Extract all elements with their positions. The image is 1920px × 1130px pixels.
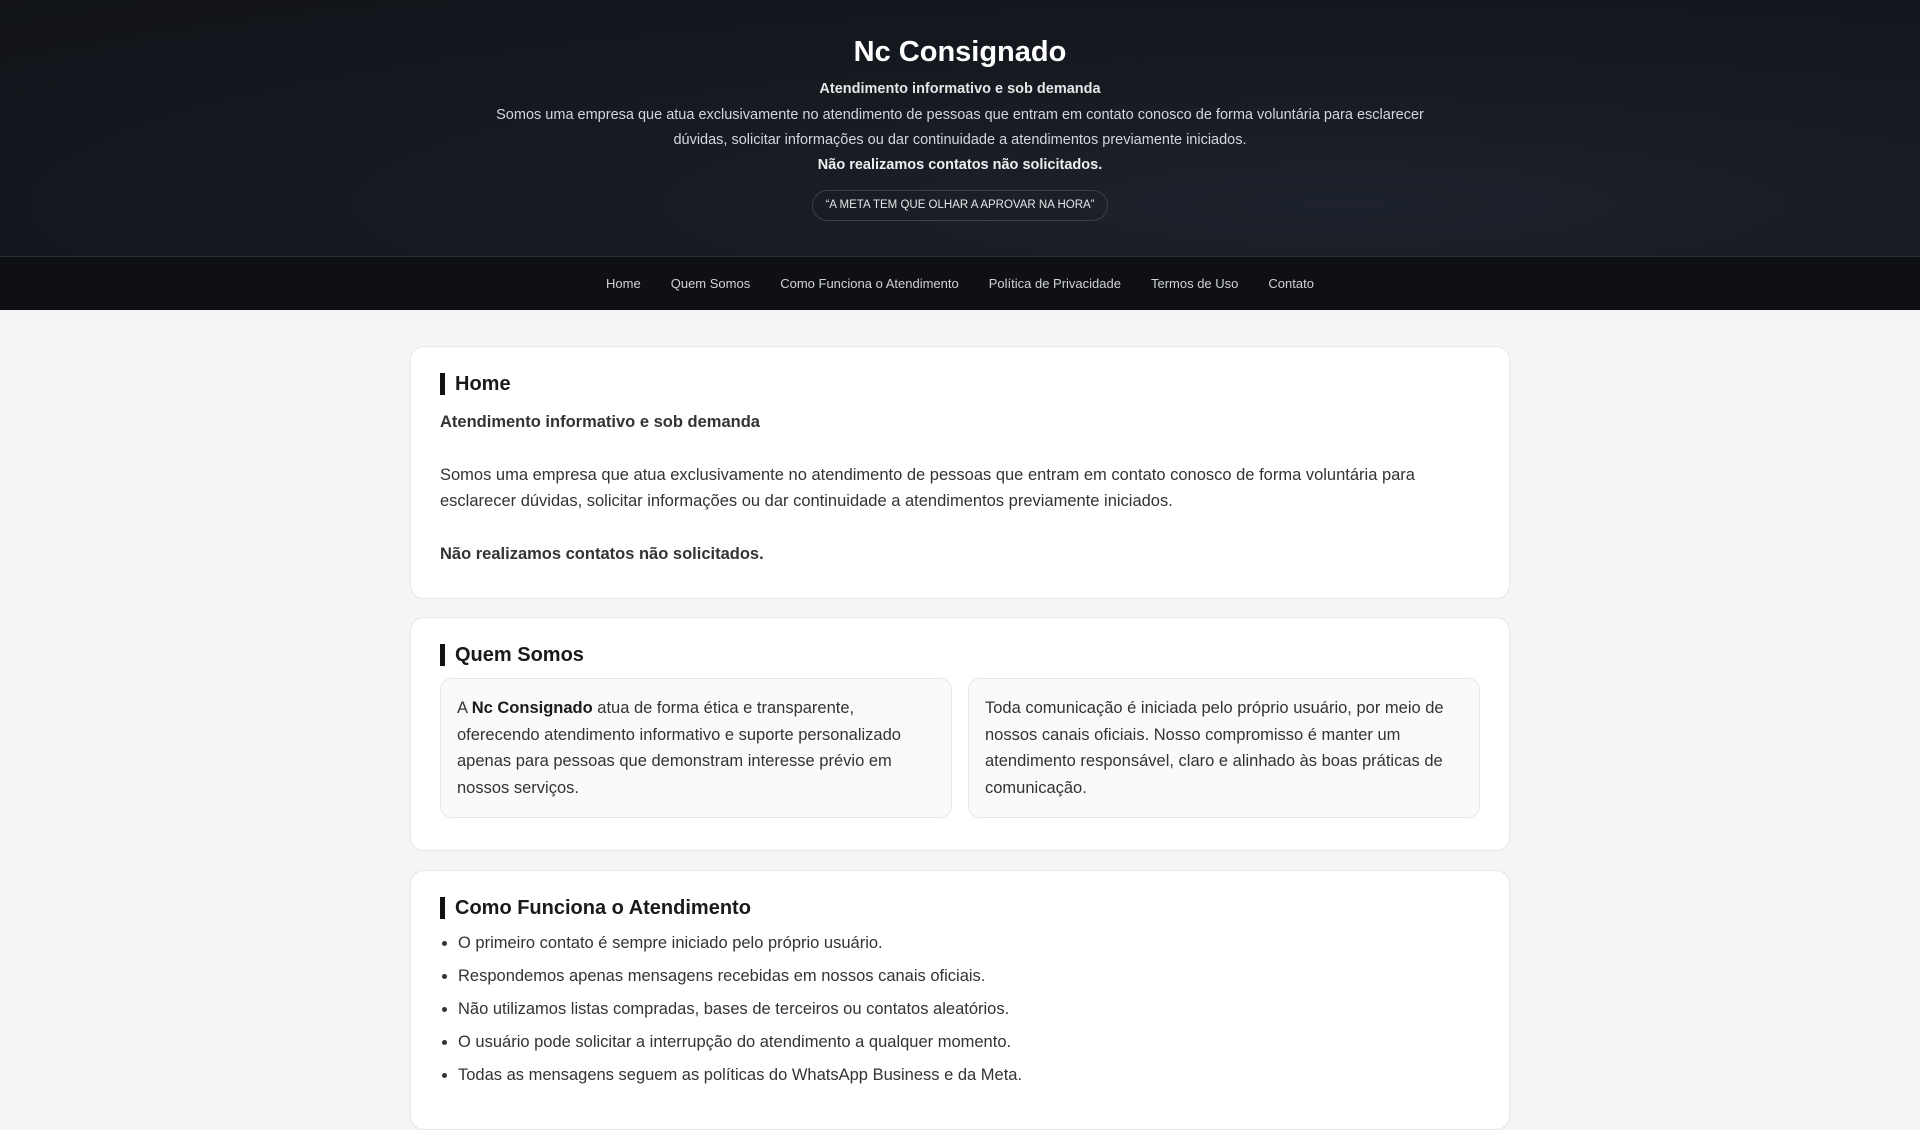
home-subtitle: Atendimento informativo e sob demanda	[440, 413, 760, 431]
nav-home[interactable]: Home	[606, 276, 641, 291]
hero-description: Somos uma empresa que atua exclusivamente no atendimento de pessoas que entram em contato conosco de forma voluntária para esclarecer dúvidas, solicitar informações ou dar continuidade a atendimentos previamente iniciados.	[496, 107, 1424, 148]
list-item: • O usuário pode solicitar a interrupção do atendimento a qualquer momento.	[458, 1032, 1480, 1052]
nav-quem-somos[interactable]: Quem Somos	[670, 276, 751, 291]
nav-privacidade[interactable]: Política de Privacidade	[988, 276, 1121, 291]
how-list	[440, 933, 1480, 1085]
hero-notice: Não realizamos contatos não solicitados.	[817, 157, 1103, 173]
brand-name: Nc Consignado	[471, 699, 593, 717]
hero-header	[0, 0, 1920, 257]
site-title: Nc Consignado	[853, 36, 1067, 68]
list-item: • Todas as mensagens seguem as políticas do WhatsApp Business e da Meta.	[458, 1065, 1480, 1085]
home-section	[410, 346, 1510, 599]
about-box	[440, 678, 952, 818]
nav-como-funciona[interactable]: Como Funciona o Atendimento	[780, 276, 959, 291]
list-item: • O primeiro contato é sempre iniciado pelo próprio usuário.	[458, 933, 1480, 953]
list-item: • Respondemos apenas mensagens recebidas em nossos canais oficiais.	[458, 966, 1480, 986]
how-section	[410, 870, 1510, 1130]
text: A	[457, 699, 472, 717]
section-title: Quem Somos	[440, 644, 1480, 666]
section-title: Como Funciona o Atendimento	[440, 897, 1480, 919]
nav-termos[interactable]: Termos de Uso	[1150, 276, 1239, 291]
text: atua de forma ética e transparente, oferecendo atendimento informativo e suporte personalizado apenas para pessoas que demonstram interesse prévio em nossos serviços.	[457, 699, 901, 797]
hero-subtitle: Atendimento informativo e sob demanda	[819, 81, 1101, 97]
slogan-badge: “A META TEM QUE OLHAR A APROVAR NA HORA”	[812, 190, 1107, 221]
nav-contato[interactable]: Contato	[1268, 276, 1314, 291]
section-title: Home	[440, 373, 1480, 395]
main-nav	[0, 257, 1920, 310]
about-box: Toda comunicação é iniciada pelo próprio usuário, por meio de nossos canais oficiais. Nosso compromisso é manter um atendimento responsável, claro e alinhado às boas práticas de comunicação.	[968, 678, 1480, 818]
list-item: • Não utilizamos listas compradas, bases de terceiros ou contatos aleatórios.	[458, 999, 1480, 1019]
home-text: Somos uma empresa que atua exclusivamente no atendimento de pessoas que entram em contato conosco de forma voluntária para esclarecer dúvidas, solicitar informações ou dar continuidade a atendimentos previamente iniciados.	[440, 466, 1415, 510]
about-section	[410, 617, 1510, 851]
home-notice: Não realizamos contatos não solicitados.	[440, 545, 764, 563]
